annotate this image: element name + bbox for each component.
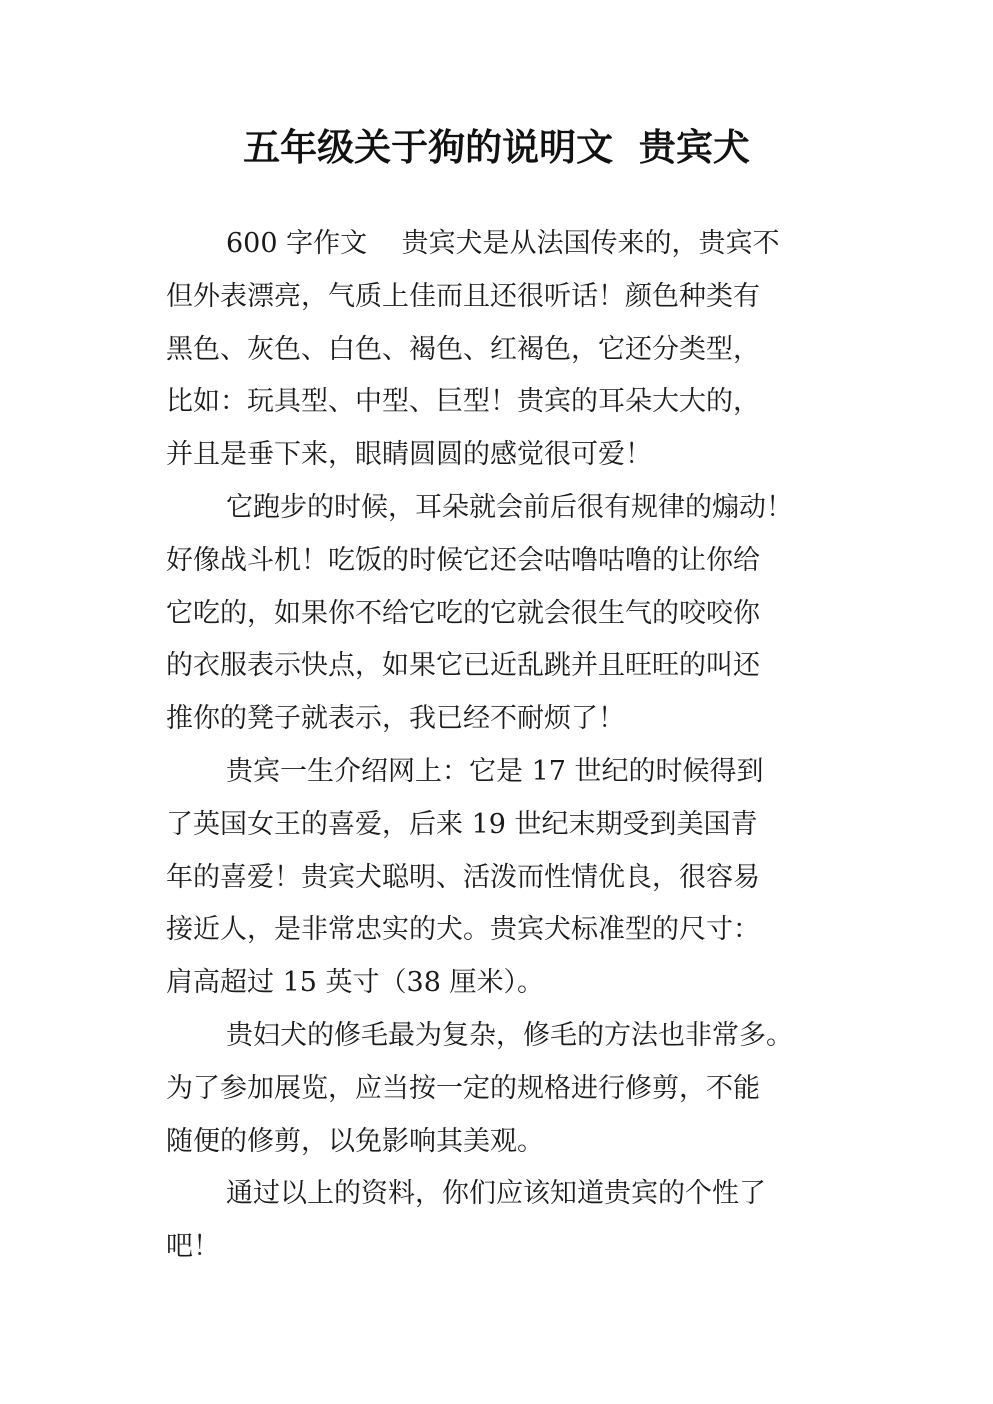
body-text-line: 的衣服表示快点，如果它已近乱跳并且旺旺的叫还 [166, 650, 760, 682]
body-text-line: 推你的凳子就表示，我已经不耐烦了！ [166, 703, 625, 735]
body-text-line: 年的喜爱！贵宾犬聪明、活泼而性情优良，很容易 [166, 861, 760, 893]
body-text-line: 肩高超过 15 英寸（38 厘米）。 [166, 967, 544, 999]
body-text-line: 它跑步的时候，耳朵就会前后很有规律的煽动！ [226, 491, 793, 523]
body-text-line: 贵宾一生介绍网上：它是 17 世纪的时候得到 [226, 755, 764, 787]
body-text-line: 好像战斗机！吃饭的时候它还会咕噜咕噜的让你给 [166, 544, 760, 576]
body-text-line: 比如：玩具型、中型、巨型！贵宾的耳朵大大的， [166, 386, 760, 418]
body-text-line: 它吃的，如果你不给它吃的它就会很生气的咬咬你 [166, 597, 760, 629]
body-text-line: 并且是垂下来，眼睛圆圆的感觉很可爱！ [166, 439, 652, 471]
document-title: 五年级关于狗的说明文 贵宾犬 [243, 126, 750, 169]
body-text-line: 了英国女王的喜爱，后来 19 世纪末期受到美国青 [166, 808, 758, 840]
body-text-line: 随便的修剪，以免影响其美观。 [166, 1125, 544, 1157]
body-text-line: 600 字作文 贵宾犬是从法国传来的，贵宾不 [226, 228, 780, 259]
body-text-line: 吧！ [166, 1231, 220, 1263]
body-text-line: 贵妇犬的修毛最为复杂，修毛的方法也非常多。 [226, 1019, 793, 1051]
body-text-line: 为了参加展览，应当按一定的规格进行修剪，不能 [166, 1072, 760, 1104]
body-text-line: 但外表漂亮，气质上佳而且还很听话！颜色种类有 [166, 280, 760, 312]
body-text-line: 黑色、灰色、白色、褐色、红褐色，它还分类型， [166, 333, 760, 365]
body-text-line: 通过以上的资料，你们应该知道贵宾的个性了 [226, 1178, 766, 1210]
document-body [166, 218, 846, 1274]
body-text-line: 接近人，是非常忠实的犬。贵宾犬标准型的尺寸： [166, 914, 760, 946]
